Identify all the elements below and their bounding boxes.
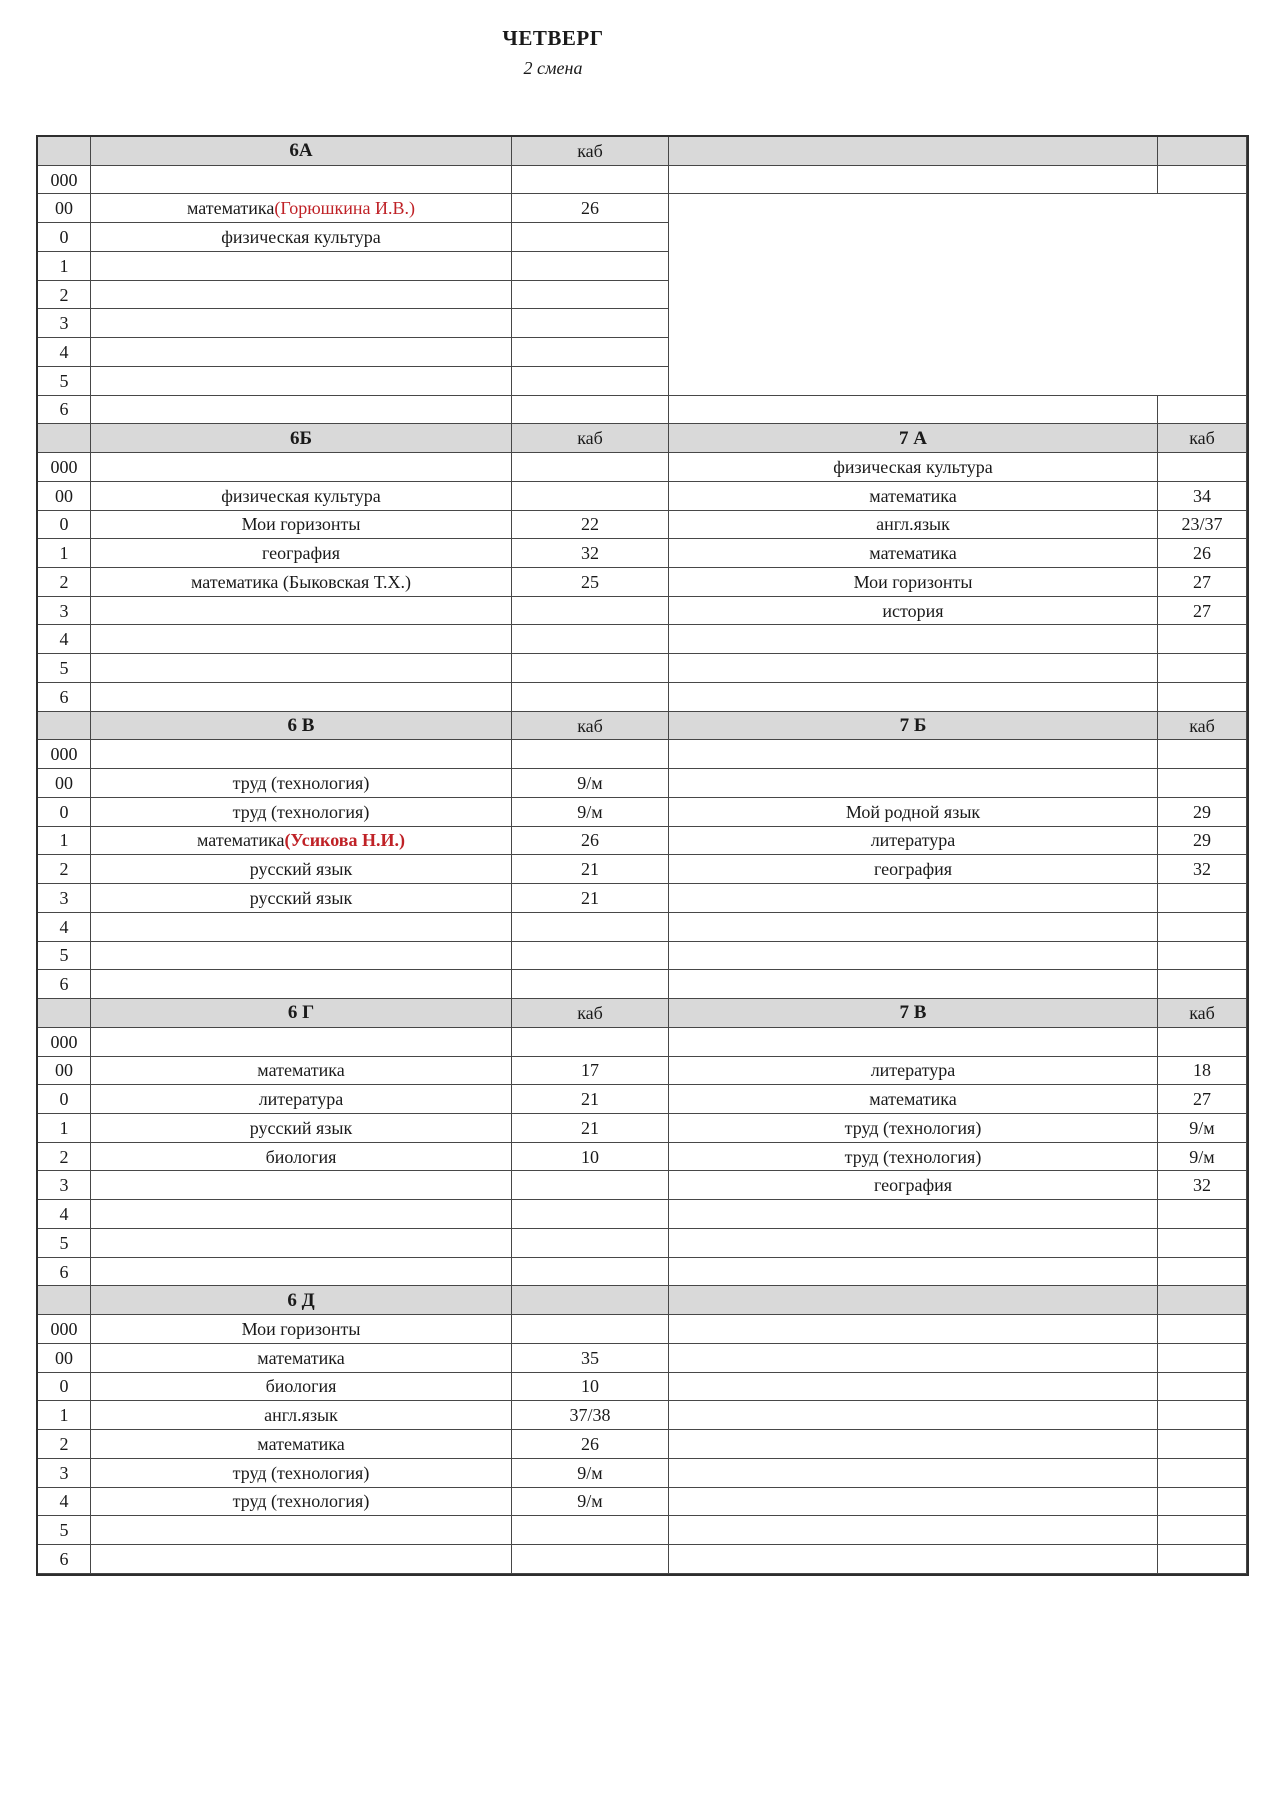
section-2-period-label: 000 — [38, 740, 91, 769]
subject-text: биология — [265, 1146, 337, 1167]
section-0-subject-left — [91, 166, 512, 195]
section-0-kab-right — [1158, 396, 1247, 425]
section-2-period-label: 3 — [38, 884, 91, 913]
section-2-kab-left — [512, 740, 669, 769]
section-4-period-label: 000 — [38, 1315, 91, 1344]
section-3-subject-right: труд (технология) — [669, 1114, 1158, 1143]
section-4-class-header-right — [669, 1286, 1158, 1315]
section-2-kab-left: 9/м — [512, 798, 669, 827]
section-1-kab-left — [512, 597, 669, 626]
section-3-corner-cell — [38, 999, 91, 1028]
section-1-period-label: 2 — [38, 568, 91, 597]
section-1-kab-left — [512, 482, 669, 511]
section-3-subject-left — [91, 1114, 512, 1143]
section-2-kab-right — [1158, 769, 1247, 798]
section-0-kab-left: 26 — [512, 194, 669, 223]
section-4-kab-header-right — [1158, 1286, 1247, 1315]
subject-text: труд (технология) — [232, 1491, 370, 1512]
section-3-subject-right — [669, 1200, 1158, 1229]
section-0-period-label: 0 — [38, 223, 91, 252]
section-3-subject-right: математика — [669, 1085, 1158, 1114]
section-0-subject-left — [91, 309, 512, 338]
section-1-kab-right — [1158, 453, 1247, 482]
section-2-kab-right — [1158, 884, 1247, 913]
subject-text: физическая культура — [221, 227, 381, 248]
section-3-kab-right — [1158, 1258, 1247, 1287]
section-2-kab-right — [1158, 970, 1247, 999]
section-2-kab-left: 21 — [512, 855, 669, 884]
section-4-period-label: 3 — [38, 1459, 91, 1488]
section-4-kab-right — [1158, 1344, 1247, 1373]
section-4-subject-right — [669, 1344, 1158, 1373]
section-0-subject-right — [669, 166, 1158, 195]
section-0-period-label: 00 — [38, 194, 91, 223]
section-0-kab-left — [512, 252, 669, 281]
section-1-kab-right: 26 — [1158, 539, 1247, 568]
section-3-kab-left — [512, 1229, 669, 1258]
section-2-period-label: 1 — [38, 827, 91, 856]
subject-text: Мои горизонты — [241, 1318, 361, 1339]
section-2-kab-header-left: каб — [512, 712, 669, 741]
section-4-subject-left — [91, 1373, 512, 1402]
subject-text: биология — [265, 1376, 337, 1397]
section-4-kab-left: 9/м — [512, 1488, 669, 1517]
title-block — [0, 26, 1106, 79]
section-3-period-label: 3 — [38, 1171, 91, 1200]
section-1-corner-cell — [38, 424, 91, 453]
section-4-subject-left — [91, 1545, 512, 1574]
section-1-subject-left — [91, 683, 512, 712]
section-1-kab-header-right: каб — [1158, 424, 1247, 453]
section-2-subject-left — [91, 769, 512, 798]
section-3-kab-right: 32 — [1158, 1171, 1247, 1200]
section-1-subject-left — [91, 539, 512, 568]
section-4-subject-left — [91, 1344, 512, 1373]
section-3-period-label: 00 — [38, 1057, 91, 1086]
section-3-kab-left: 17 — [512, 1057, 669, 1086]
section-1-period-label: 6 — [38, 683, 91, 712]
section-4-kab-left: 26 — [512, 1430, 669, 1459]
section-2-subject-left — [91, 942, 512, 971]
section-1-subject-right — [669, 654, 1158, 683]
section-4-kab-right — [1158, 1459, 1247, 1488]
section-2-period-label: 00 — [38, 769, 91, 798]
section-1-subject-left — [91, 654, 512, 683]
section-3-period-label: 6 — [38, 1258, 91, 1287]
subject-text: география — [261, 543, 341, 564]
section-3-kab-left — [512, 1171, 669, 1200]
section-2-subject-left — [91, 913, 512, 942]
section-2-corner-cell — [38, 712, 91, 741]
section-3-kab-right — [1158, 1229, 1247, 1258]
section-2-subject-left — [91, 740, 512, 769]
section-3-subject-left — [91, 1143, 512, 1172]
section-4-kab-left — [512, 1516, 669, 1545]
section-0-merged-empty-region — [669, 194, 1247, 395]
section-4-period-label: 5 — [38, 1516, 91, 1545]
subject-text: русский язык — [249, 1117, 353, 1138]
section-2-kab-left: 26 — [512, 827, 669, 856]
section-3-kab-left — [512, 1258, 669, 1287]
subject-text: физическая культура — [221, 485, 381, 506]
section-1-kab-left — [512, 453, 669, 482]
section-4-subject-left — [91, 1315, 512, 1344]
section-2-period-label: 2 — [38, 855, 91, 884]
section-0-kab-header-left: каб — [512, 137, 669, 166]
section-3-kab-left: 10 — [512, 1143, 669, 1172]
section-2-period-label: 5 — [38, 942, 91, 971]
page-title: ЧЕТВЕРГ — [502, 26, 604, 50]
section-1-kab-right: 34 — [1158, 482, 1247, 511]
section-1-kab-right — [1158, 683, 1247, 712]
section-1-kab-left — [512, 625, 669, 654]
teacher-name-red: (Усикова Н.И.) — [284, 830, 405, 851]
section-2-kab-left — [512, 970, 669, 999]
section-0-class-header-right — [669, 137, 1158, 166]
section-3-subject-left — [91, 1171, 512, 1200]
section-2-subject-right — [669, 740, 1158, 769]
section-4-period-label: 4 — [38, 1488, 91, 1517]
section-1-subject-left — [91, 568, 512, 597]
section-1-period-label: 000 — [38, 453, 91, 482]
section-3-subject-left — [91, 1258, 512, 1287]
section-4-subject-left — [91, 1401, 512, 1430]
section-0-kab-header-right — [1158, 137, 1247, 166]
section-2-period-label: 0 — [38, 798, 91, 827]
section-4-kab-right — [1158, 1373, 1247, 1402]
section-4-kab-right — [1158, 1401, 1247, 1430]
section-4-subject-right — [669, 1459, 1158, 1488]
section-0-subject-left — [91, 252, 512, 281]
section-4-subject-right — [669, 1373, 1158, 1402]
section-4-subject-right — [669, 1488, 1158, 1517]
section-2-kab-left — [512, 913, 669, 942]
section-3-subject-right — [669, 1229, 1158, 1258]
subject-text: русский язык — [249, 859, 353, 880]
section-2-kab-right — [1158, 913, 1247, 942]
section-4-subject-right — [669, 1315, 1158, 1344]
section-1-subject-left — [91, 482, 512, 511]
section-4-corner-cell — [38, 1286, 91, 1315]
section-4-class-header-left: 6 Д — [91, 1286, 512, 1315]
section-2-subject-right — [669, 769, 1158, 798]
section-0-subject-left — [91, 194, 512, 223]
subject-text: труд (технология) — [232, 801, 370, 822]
section-2-subject-left — [91, 855, 512, 884]
section-3-class-header-left: 6 Г — [91, 999, 512, 1028]
section-2-subject-left — [91, 827, 512, 856]
section-3-subject-right — [669, 1028, 1158, 1057]
section-2-subject-right — [669, 913, 1158, 942]
section-1-subject-right — [669, 625, 1158, 654]
section-1-kab-right: 23/37 — [1158, 511, 1247, 540]
section-2-class-header-right: 7 Б — [669, 712, 1158, 741]
section-1-kab-header-left: каб — [512, 424, 669, 453]
section-4-subject-left — [91, 1430, 512, 1459]
section-4-period-label: 2 — [38, 1430, 91, 1459]
section-3-subject-right: труд (технология) — [669, 1143, 1158, 1172]
section-1-kab-right — [1158, 625, 1247, 654]
section-4-subject-right — [669, 1401, 1158, 1430]
section-1-subject-left — [91, 597, 512, 626]
section-2-subject-right — [669, 884, 1158, 913]
section-0-kab-left — [512, 338, 669, 367]
subject-text: русский язык — [249, 887, 353, 908]
section-1-subject-right: история — [669, 597, 1158, 626]
section-4-kab-right — [1158, 1516, 1247, 1545]
section-0-kab-right — [1158, 166, 1247, 195]
subject-text: труд (технология) — [232, 1462, 370, 1483]
section-0-subject-left — [91, 338, 512, 367]
section-3-period-label: 0 — [38, 1085, 91, 1114]
section-2-period-label: 6 — [38, 970, 91, 999]
section-1-subject-left — [91, 453, 512, 482]
section-0-period-label: 3 — [38, 309, 91, 338]
section-0-kab-left — [512, 166, 669, 195]
section-1-period-label: 1 — [38, 539, 91, 568]
section-4-subject-left — [91, 1459, 512, 1488]
section-3-class-header-right: 7 В — [669, 999, 1158, 1028]
section-3-subject-left — [91, 1028, 512, 1057]
section-3-kab-left: 21 — [512, 1085, 669, 1114]
section-1-kab-right: 27 — [1158, 568, 1247, 597]
section-2-kab-right: 29 — [1158, 798, 1247, 827]
subject-text: труд (технология) — [232, 773, 370, 794]
section-0-period-label: 6 — [38, 396, 91, 425]
section-0-kab-left — [512, 396, 669, 425]
section-3-kab-right: 9/м — [1158, 1143, 1247, 1172]
subject-text: математика — [257, 1433, 345, 1454]
section-1-kab-left: 32 — [512, 539, 669, 568]
section-1-subject-right: англ.язык — [669, 511, 1158, 540]
section-1-subject-right: физическая культура — [669, 453, 1158, 482]
section-4-kab-left: 37/38 — [512, 1401, 669, 1430]
section-2-subject-right: литература — [669, 827, 1158, 856]
section-1-kab-right — [1158, 654, 1247, 683]
section-1-kab-left — [512, 683, 669, 712]
shift-subtitle: 2 смена — [523, 58, 583, 78]
section-0-subject-left — [91, 367, 512, 396]
section-1-subject-right — [669, 683, 1158, 712]
section-1-period-label: 4 — [38, 625, 91, 654]
section-3-kab-left — [512, 1200, 669, 1229]
section-0-period-label: 2 — [38, 281, 91, 310]
section-1-period-label: 3 — [38, 597, 91, 626]
section-4-subject-right — [669, 1430, 1158, 1459]
section-4-kab-right — [1158, 1430, 1247, 1459]
section-4-period-label: 6 — [38, 1545, 91, 1574]
section-2-kab-header-right: каб — [1158, 712, 1247, 741]
section-1-subject-right: Мои горизонты — [669, 568, 1158, 597]
section-3-kab-right: 9/м — [1158, 1114, 1247, 1143]
section-4-period-label: 0 — [38, 1373, 91, 1402]
section-2-kab-right — [1158, 942, 1247, 971]
section-0-subject-left — [91, 281, 512, 310]
section-4-kab-left — [512, 1315, 669, 1344]
section-3-subject-right: география — [669, 1171, 1158, 1200]
section-2-subject-right: Мой родной язык — [669, 798, 1158, 827]
section-2-subject-left — [91, 798, 512, 827]
section-0-period-label: 1 — [38, 252, 91, 281]
section-3-kab-header-left: каб — [512, 999, 669, 1028]
section-0-kab-left — [512, 309, 669, 338]
section-0-subject-left — [91, 396, 512, 425]
section-4-kab-header-left — [512, 1286, 669, 1315]
section-2-class-header-left: 6 В — [91, 712, 512, 741]
section-4-kab-left: 35 — [512, 1344, 669, 1373]
section-4-subject-left — [91, 1488, 512, 1517]
section-1-period-label: 5 — [38, 654, 91, 683]
section-3-period-label: 2 — [38, 1143, 91, 1172]
section-3-kab-header-right: каб — [1158, 999, 1247, 1028]
section-2-subject-left — [91, 884, 512, 913]
section-4-period-label: 1 — [38, 1401, 91, 1430]
section-0-kab-left — [512, 223, 669, 252]
section-2-subject-right — [669, 970, 1158, 999]
section-2-kab-left — [512, 942, 669, 971]
section-1-kab-left: 25 — [512, 568, 669, 597]
section-2-kab-left: 21 — [512, 884, 669, 913]
subject-text: математика (Быковская Т.Х.) — [191, 571, 411, 592]
section-1-subject-left — [91, 511, 512, 540]
subject-text: математика — [257, 1060, 345, 1081]
section-2-subject-left — [91, 970, 512, 999]
section-4-kab-left — [512, 1545, 669, 1574]
section-3-kab-right — [1158, 1028, 1247, 1057]
section-3-period-label: 000 — [38, 1028, 91, 1057]
section-3-subject-left — [91, 1229, 512, 1258]
timetable — [36, 135, 1249, 1576]
section-1-subject-right: математика — [669, 482, 1158, 511]
section-3-subject-left — [91, 1200, 512, 1229]
section-4-kab-right — [1158, 1315, 1247, 1344]
section-4-kab-right — [1158, 1545, 1247, 1574]
section-0-subject-right — [669, 396, 1158, 425]
section-0-period-label: 4 — [38, 338, 91, 367]
section-0-class-header-left: 6А — [91, 137, 512, 166]
section-2-kab-right: 32 — [1158, 855, 1247, 884]
section-1-period-label: 0 — [38, 511, 91, 540]
subject-text: англ.язык — [264, 1405, 338, 1426]
section-3-kab-right: 18 — [1158, 1057, 1247, 1086]
section-2-kab-right: 29 — [1158, 827, 1247, 856]
section-4-period-label: 00 — [38, 1344, 91, 1373]
section-4-subject-left — [91, 1516, 512, 1545]
section-0-kab-left — [512, 367, 669, 396]
section-3-subject-right — [669, 1258, 1158, 1287]
section-0-corner-cell — [38, 137, 91, 166]
section-0-period-label: 5 — [38, 367, 91, 396]
section-3-kab-right — [1158, 1200, 1247, 1229]
section-1-kab-left: 22 — [512, 511, 669, 540]
section-4-kab-left: 9/м — [512, 1459, 669, 1488]
section-1-class-header-right: 7 А — [669, 424, 1158, 453]
section-1-period-label: 00 — [38, 482, 91, 511]
section-3-kab-right: 27 — [1158, 1085, 1247, 1114]
section-3-subject-right: литература — [669, 1057, 1158, 1086]
section-4-kab-right — [1158, 1488, 1247, 1517]
section-3-subject-left — [91, 1057, 512, 1086]
section-2-subject-right — [669, 942, 1158, 971]
section-0-kab-left — [512, 281, 669, 310]
section-4-subject-right — [669, 1516, 1158, 1545]
section-1-kab-left — [512, 654, 669, 683]
subject-text: математика — [257, 1347, 345, 1368]
section-3-kab-left — [512, 1028, 669, 1057]
subject-text: Мои горизонты — [241, 514, 361, 535]
section-3-subject-left — [91, 1085, 512, 1114]
subject-text: математика — [197, 830, 285, 851]
section-1-kab-right: 27 — [1158, 597, 1247, 626]
section-2-period-label: 4 — [38, 913, 91, 942]
section-4-kab-left: 10 — [512, 1373, 669, 1402]
section-1-class-header-left: 6Б — [91, 424, 512, 453]
section-2-subject-right: география — [669, 855, 1158, 884]
section-3-kab-left: 21 — [512, 1114, 669, 1143]
subject-text: математика — [186, 198, 275, 219]
section-2-kab-left: 9/м — [512, 769, 669, 798]
section-3-period-label: 4 — [38, 1200, 91, 1229]
section-3-period-label: 5 — [38, 1229, 91, 1258]
section-1-subject-left — [91, 625, 512, 654]
section-4-subject-right — [669, 1545, 1158, 1574]
subject-text: литература — [258, 1089, 344, 1110]
section-3-period-label: 1 — [38, 1114, 91, 1143]
section-1-subject-right: математика — [669, 539, 1158, 568]
section-0-subject-left — [91, 223, 512, 252]
section-2-kab-right — [1158, 740, 1247, 769]
teacher-name-red: (Горюшкина И.В.) — [274, 198, 416, 219]
section-0-period-label: 000 — [38, 166, 91, 195]
